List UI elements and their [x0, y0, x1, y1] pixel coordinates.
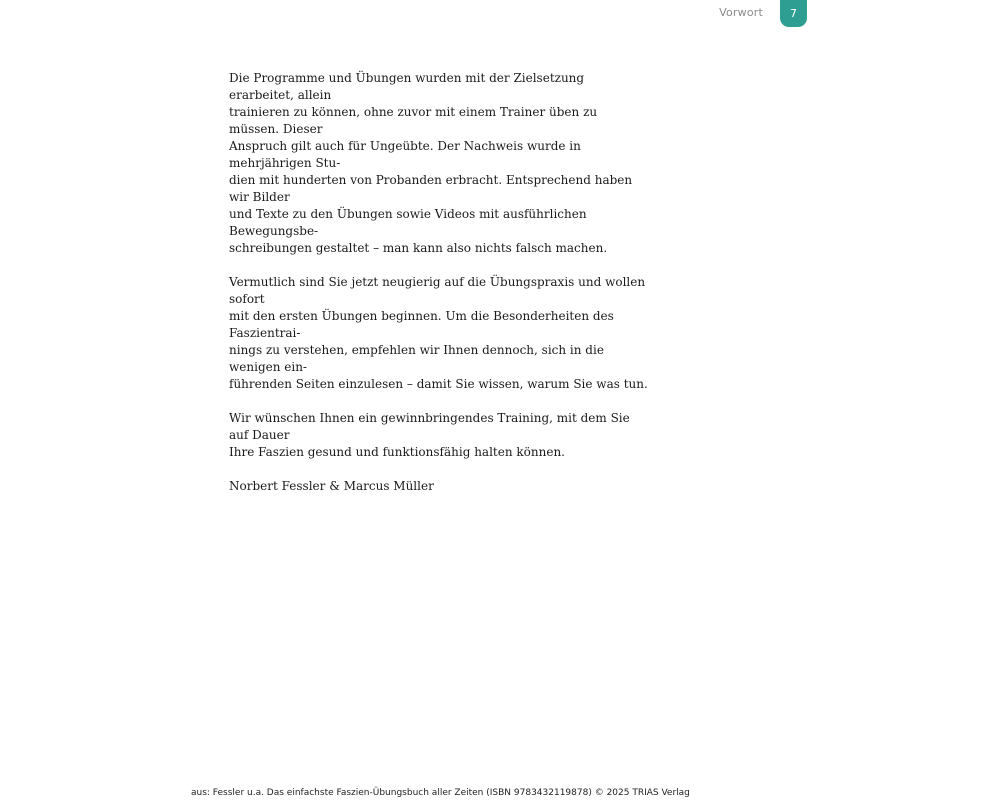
- paragraph-1: Die Programme und Übungen wurden mit der Zielsetzung erarbeitet, allein trainieren zu können, ohne zuvor mit einem Trainer üben zu müssen. Dieser Anspruch gilt auch für Ungeübte. Der Nachweis wurde in mehrjährigen Stu- dien mit hunderten von Probanden erbracht. Entsprechend haben wir Bilder und Texte zu den Übungen sowie Videos mit ausführlichen Bewegungsbe- schreibungen gestaltet – man kann also nichts falsch machen.: [229, 71, 633, 255]
- foreword-text: [229, 70, 649, 512]
- signature: Norbert Fessler & Marcus Müller: [229, 479, 434, 493]
- page-number-badge: 7: [780, 0, 807, 27]
- running-head: [700, 0, 808, 27]
- paragraph-2: Vermutlich sind Sie jetzt neugierig auf die Übungspraxis und wollen sofort mit den ersten Übungen beginnen. Um die Besonderheiten des Faszientrai- nings zu verstehen, empfehlen wir Ihnen dennoch, sich in die wenigen ein- führenden Seiten einzulesen – damit Sie wissen, warum Sie was tun.: [229, 275, 648, 391]
- section-label: Vorwort: [719, 6, 763, 19]
- paragraph-3: Wir wünschen Ihnen ein gewinnbringendes Training, mit dem Sie auf Dauer Ihre Faszien gesund und funktionsfähig halten können.: [229, 411, 630, 459]
- source-footer: aus: Fessler u.a. Das einfachste Faszien-Übungsbuch aller Zeiten (ISBN 9783432119878) © 2025 TRIAS Verlag: [191, 788, 690, 798]
